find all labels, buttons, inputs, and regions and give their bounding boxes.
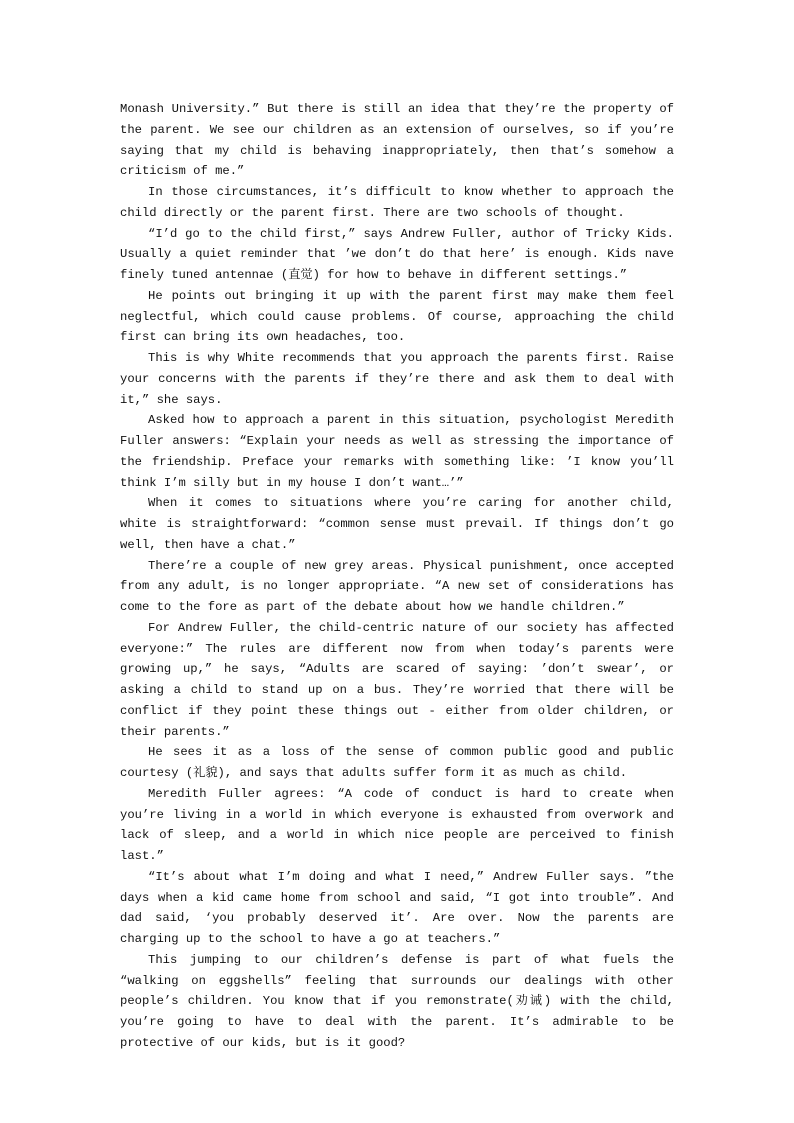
- paragraph-10: He sees it as a loss of the sense of common public good and public courtesy (礼貌), and says that adults suffer form it as much as child.: [120, 745, 674, 780]
- paragraph-8: There’re a couple of new grey areas. Physical punishment, once accepted from any adult, is no longer appropriate. “A new set of considerations has come to the fore as part of the debate about how we handle children.”: [120, 558, 674, 614]
- paragraph-9: For Andrew Fuller, the child-centric nature of our society has affected everyone:” The rules are different now from when today’s parents were growing up,” he says, “Adults are scared of saying: ’don’t swear’, or asking a child to stand up on a bus. They’re worried that there will be conflict if they point these things out - either from older children, or their parents.”: [120, 620, 674, 739]
- paragraph-12: “It’s about what I’m doing and what I need,” Andrew Fuller says. ”the days when a kid came home from school and said, “I got into trouble”. And dad said, ‘you probably deserved it’. Are over. Now the parents are charging up to the school to have a go at teachers.”: [120, 869, 674, 946]
- paragraph-11: Meredith Fuller agrees: “A code of conduct is hard to create when you’re living in a world in which everyone is exhausted from overwork and lack of sleep, and a world in which nice people are perceived to finish last.”: [120, 786, 674, 863]
- paragraph-3: “I’d go to the child first,” says Andrew Fuller, author of Tricky Kids. Usually a quiet reminder that ’we don’t do that here’ is enough. Kids nave finely tuned antennae (直觉) for how to behave in different settings.”: [120, 226, 674, 282]
- paragraph-6: Asked how to approach a parent in this situation, psychologist Meredith Fuller answers: “Explain your needs as well as stressing the importance of the friendship. Preface your remarks with something like: ’I know you’ll think I’m silly but in my house I don’t want…’”: [120, 413, 674, 490]
- paragraph-5: This is why White recommends that you approach the parents first. Raise your concerns with the parents if they’re there and ask them to deal with it,” she says.: [120, 351, 674, 407]
- paragraph-13: This jumping to our children’s defense is part of what fuels the “walking on eggshells” feeling that surrounds our dealings with other people’s children. You know that if you remonstrate(劝诫) with the child, you’re going to have to deal with the parent. It’s admirable to be protective of our kids, but is it good?: [120, 952, 674, 1050]
- paragraph-4: He points out bringing it up with the parent first may make them feel neglectful, which could cause problems. Of course, approaching the child first can bring its own headaches, too.: [120, 288, 674, 345]
- paragraph-1: Monash University.” But there is still an idea that they’re the property of the parent. We see our children as an extension of ourselves, so if you’re saying that my child is behaving inappropriately, then that’s somehow a criticism of me.”: [120, 102, 674, 179]
- paragraph-7: When it comes to situations where you’re caring for another child, white is straightforward: “common sense must prevail. If things don’t go well, then have a chat.”: [120, 496, 674, 552]
- document-body: [120, 99, 674, 1054]
- paragraph-2: In those circumstances, it’s difficult to know whether to approach the child directly or the parent first. There are two schools of thought.: [120, 185, 674, 220]
